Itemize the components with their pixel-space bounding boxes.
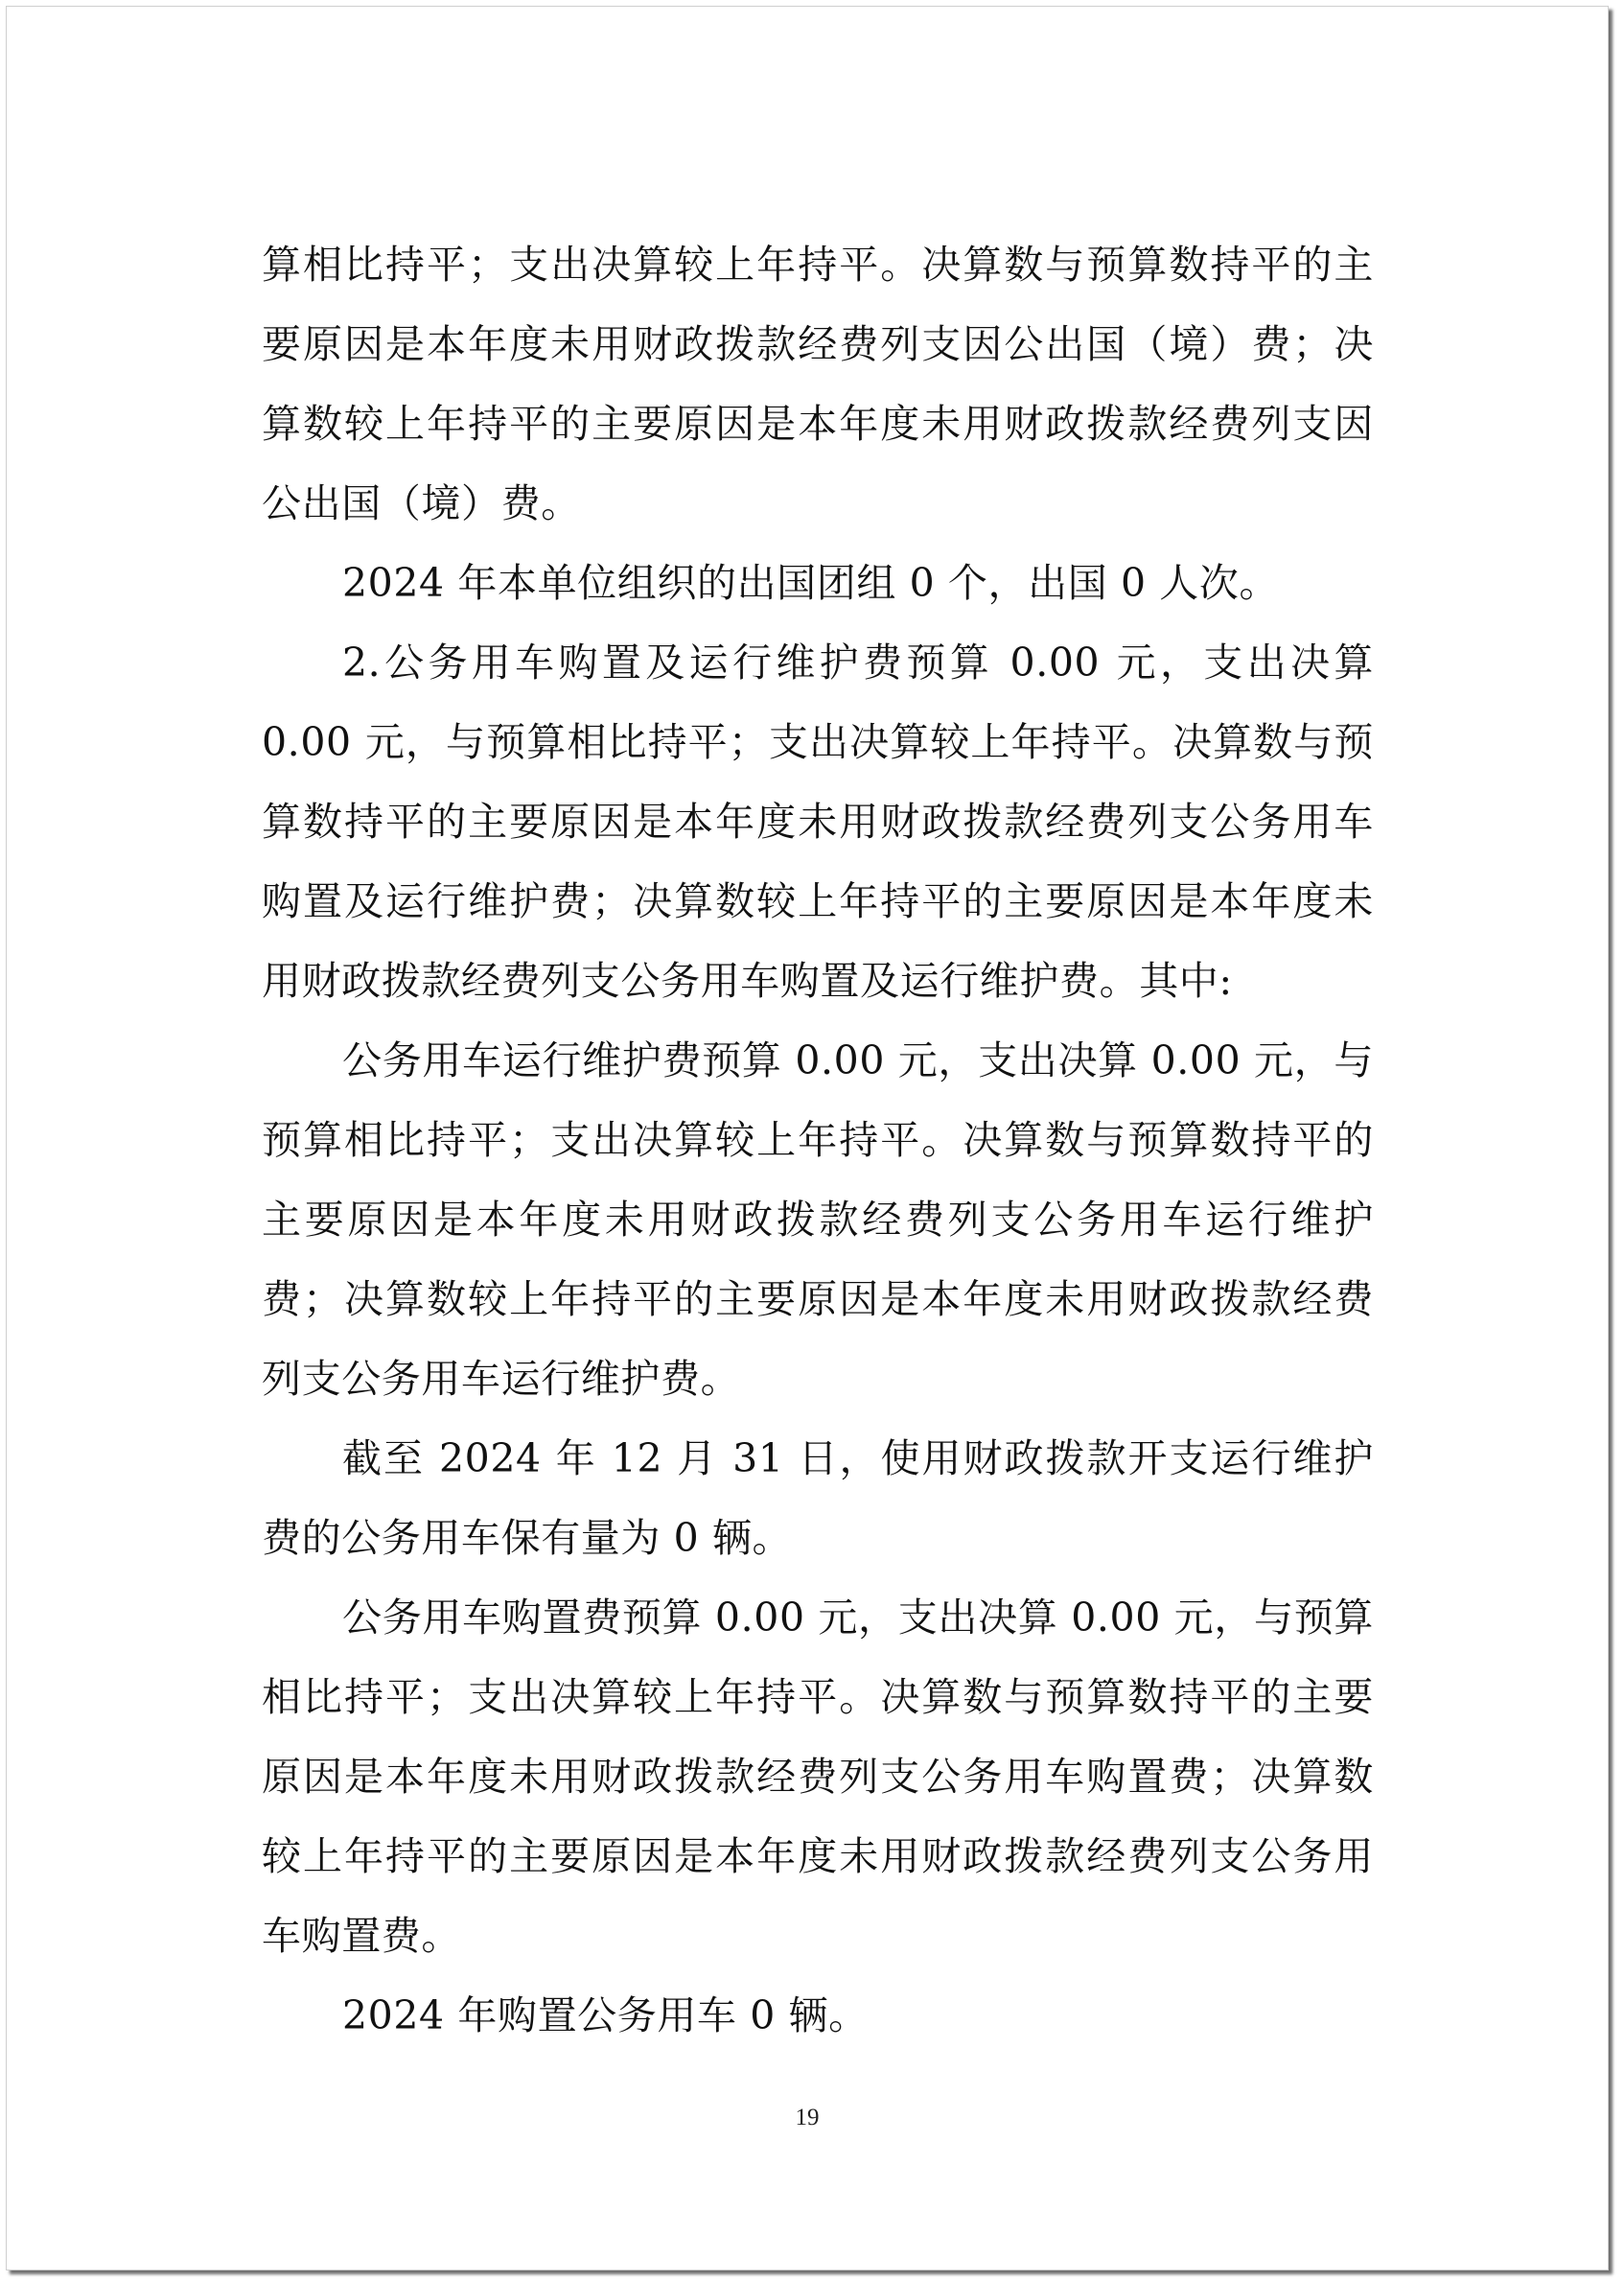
paragraph-overseas-groups: 2024 年本单位组织的出国团组 0 个，出国 0 人次。 [342,560,1280,606]
paragraph-vehicles-purchased: 2024 年购置公务用车 0 辆。 [342,1992,869,2038]
paragraph-vehicle-purchase: 公务用车购置费预算 0.00 元，支出决算 0.00 元，与预算相比持平；支出决算较上年持平。决算数与预算数持平的主要原因是本年度未用财政拨款经费列支公务用车购置费；决算数较上年持平的主要原因是本年度未用财政拨款经费列支公务用车购置费。 [262,1594,1374,1959]
body-text [262,225,1374,2056]
page-number: 19 [795,2105,820,2130]
paragraph-vehicle-maintenance: 公务用车运行维护费预算 0.00 元，支出决算 0.00 元，与预算相比持平；支出决算较上年持平。决算数与预算数持平的主要原因是本年度未用财政拨款经费列支公务用车运行维护费；决算数较上年持平的主要原因是本年度未用财政拨款经费列支公务用车运行维护费。 [262,1037,1374,1402]
paragraph-vehicle-holdings: 截至 2024 年 12 月 31 日，使用财政拨款开支运行维护费的公务用车保有量为 0 辆。 [262,1435,1374,1561]
document-page [6,6,1609,2270]
paragraph-overseas-travel-explanation: 算相比持平；支出决算较上年持平。决算数与预算数持平的主要原因是本年度未用财政拨款经费列支因公出国（境）费；决算数较上年持平的主要原因是本年度未用财政拨款经费列支因公出国（境）费。 [262,242,1374,526]
paragraph-vehicle-purchase-and-maintenance: 2.公务用车购置及运行维护费预算 0.00 元，支出决算 0.00 元，与预算相比持平；支出决算较上年持平。决算数与预算数持平的主要原因是本年度未用财政拨款经费列支公务用车购置及运行维护费；决算数较上年持平的主要原因是本年度未用财政拨款经费列支公务用车购置及运行维护费。其中: [262,640,1374,1004]
